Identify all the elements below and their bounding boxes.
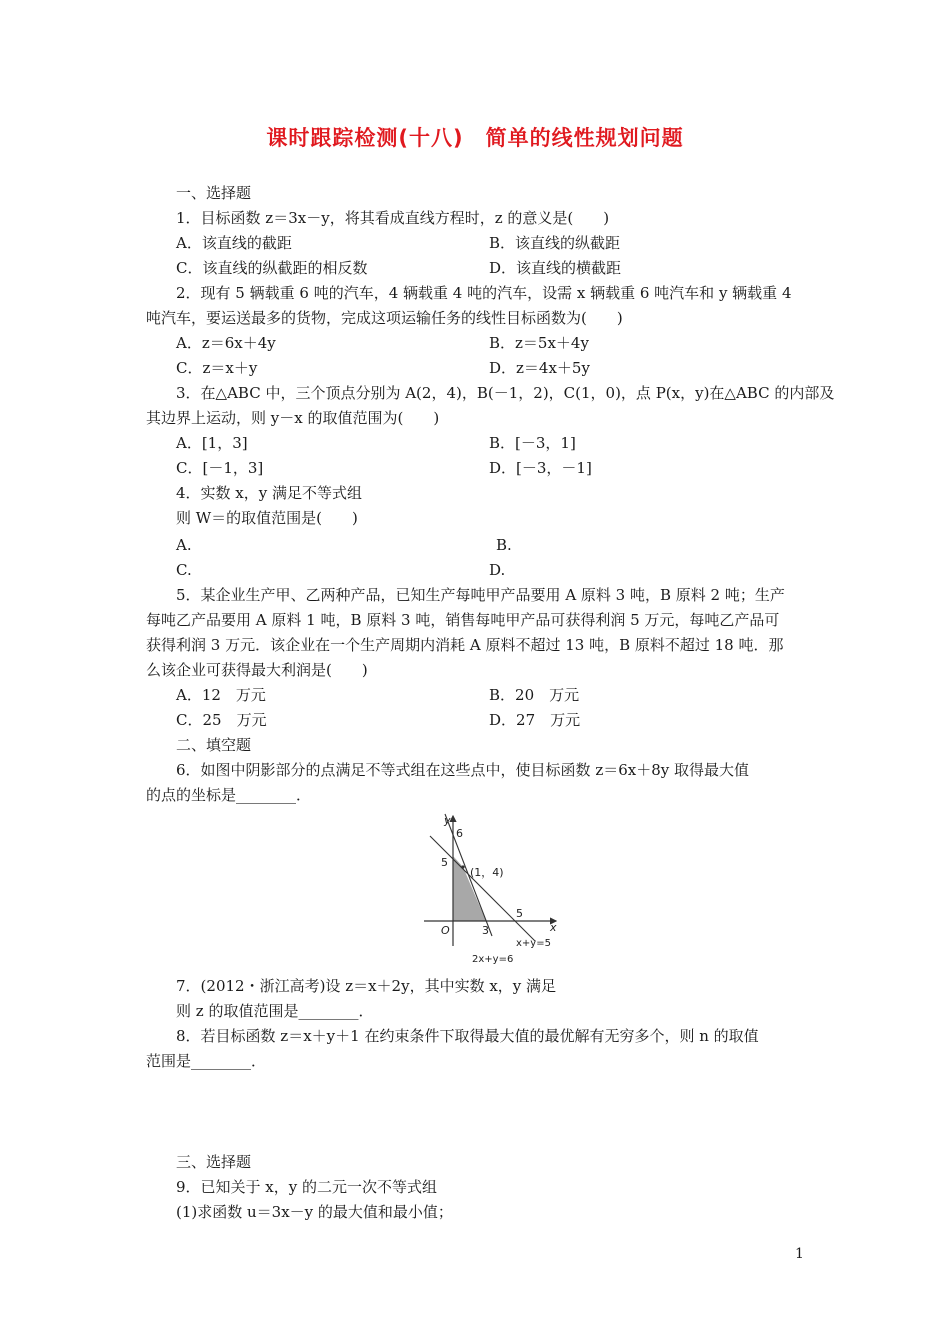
- question-5-line-3: 获得利润 3 万元．该企业在一个生产周期内消耗 A 原料不超过 13 吨，B 原料不超过 18 吨．那: [146, 636, 784, 654]
- line-label-x-plus-y-5: x+y=5: [516, 938, 551, 949]
- question-1-stem: 1．目标函数 z＝3x－y，将其看成直线方程时，z 的意义是( ): [176, 209, 610, 227]
- question-4-option-d: D.: [489, 561, 506, 579]
- x-axis-label: x: [550, 921, 557, 934]
- question-3-line-2: 其边界上运动，则 y－x 的取值范围为( ): [146, 409, 440, 427]
- question-5-option-a: A．12 万元: [176, 686, 266, 704]
- section-heading: 一、选择题: [176, 184, 252, 202]
- question-9-stem: 9．已知关于 x，y 的二元一次不等式组: [176, 1178, 438, 1196]
- question-2-option-b: B．z＝5x＋4y: [489, 334, 589, 352]
- question-4-option-a: A.: [176, 536, 192, 554]
- origin-label: O: [441, 924, 450, 937]
- y-tick-6: 6: [456, 827, 463, 840]
- section-heading: 三、选择题: [176, 1153, 252, 1171]
- question-3-option-a: A．[1，3]: [176, 434, 248, 452]
- question-3-option-b: B．[－3，1]: [489, 434, 576, 452]
- x-tick-3: 3: [482, 924, 489, 937]
- question-5-line-1: 5．某企业生产甲、乙两种产品，已知生产每吨甲产品要用 A 原料 3 吨，B 原料 2 吨；生产: [176, 586, 785, 604]
- question-2-option-d: D．z＝4x＋5y: [489, 359, 590, 377]
- question-8-line-1: 8．若目标函数 z＝x＋y＋1 在约束条件下取得最大值的最优解有无穷多个，则 n 的取值: [176, 1027, 759, 1045]
- question-2-line-2: 吨汽车，要运送最多的货物，完成这项运输任务的线性目标函数为( ): [146, 309, 623, 327]
- question-1-option-b: B．该直线的纵截距: [489, 234, 621, 252]
- section-heading: 二、填空题: [176, 736, 252, 754]
- question-7-line-1: 7．(2012・浙江高考)设 z＝x＋2y，其中实数 x，y 满足: [176, 977, 557, 995]
- question-5-option-d: D．27 万元: [489, 711, 581, 729]
- question-4-option-b: B.: [496, 536, 512, 554]
- question-1-option-d: D．该直线的横截距: [489, 259, 622, 277]
- question-2-line-1: 2．现有 5 辆载重 6 吨的汽车，4 辆载重 4 吨的汽车，设需 x 辆载重 6 吨汽车和 y 辆载重 4: [176, 284, 792, 302]
- question-5-option-c: C．25 万元: [176, 711, 267, 729]
- page-number: 1: [795, 1246, 804, 1262]
- question-3-option-d: D．[－3，－1]: [489, 459, 592, 477]
- x-tick-5: 5: [516, 907, 523, 920]
- question-6-line-1: 6．如图中阴影部分的点满足不等式组在这些点中，使目标函数 z＝6x＋8y 取得最大值: [176, 761, 750, 779]
- linear-programming-figure: [410, 808, 570, 970]
- question-1-option-a: A．该直线的截距: [176, 234, 292, 252]
- question-1-option-c: C．该直线的纵截距的相反数: [176, 259, 368, 277]
- question-7-line-2: 则 z 的取值范围是________．: [176, 1002, 374, 1020]
- optimal-point: [461, 865, 464, 868]
- question-8-line-2: 范围是________．: [146, 1052, 267, 1070]
- y-axis-label: y: [444, 814, 451, 827]
- question-5-line-4: 么该企业可获得最大利润是( ): [146, 661, 368, 679]
- question-5-line-2: 每吨乙产品要用 A 原料 1 吨，B 原料 3 吨，销售每吨甲产品可获得利润 5 万元，每吨乙产品可: [146, 611, 780, 629]
- question-2-option-c: C．z＝x＋y: [176, 359, 258, 377]
- question-9-part-1: (1)求函数 u＝3x－y 的最大值和最小值；: [176, 1203, 453, 1221]
- question-6-line-2: 的点的坐标是________．: [146, 786, 312, 804]
- question-3-line-1: 3．在△ABC 中，三个顶点分别为 A(2，4)，B(－1，2)，C(1，0)，点 P(x，y)在△ABC 的内部及: [176, 384, 835, 402]
- question-4-line-2: 则 W＝的取值范围是( ): [176, 509, 358, 527]
- line-label-2x-plus-y-6: 2x+y=6: [472, 954, 514, 965]
- point-label: (1，4): [470, 866, 504, 879]
- question-4-option-c: C.: [176, 561, 192, 579]
- question-3-option-c: C．[－1，3]: [176, 459, 264, 477]
- question-5-option-b: B．20 万元: [489, 686, 580, 704]
- page-title: 课时跟踪检测(十八) 简单的线性规划问题: [266, 126, 684, 150]
- y-tick-5: 5: [441, 856, 448, 869]
- question-2-option-a: A．z＝6x＋4y: [176, 334, 276, 352]
- question-4-stem: 4．实数 x，y 满足不等式组: [176, 484, 363, 502]
